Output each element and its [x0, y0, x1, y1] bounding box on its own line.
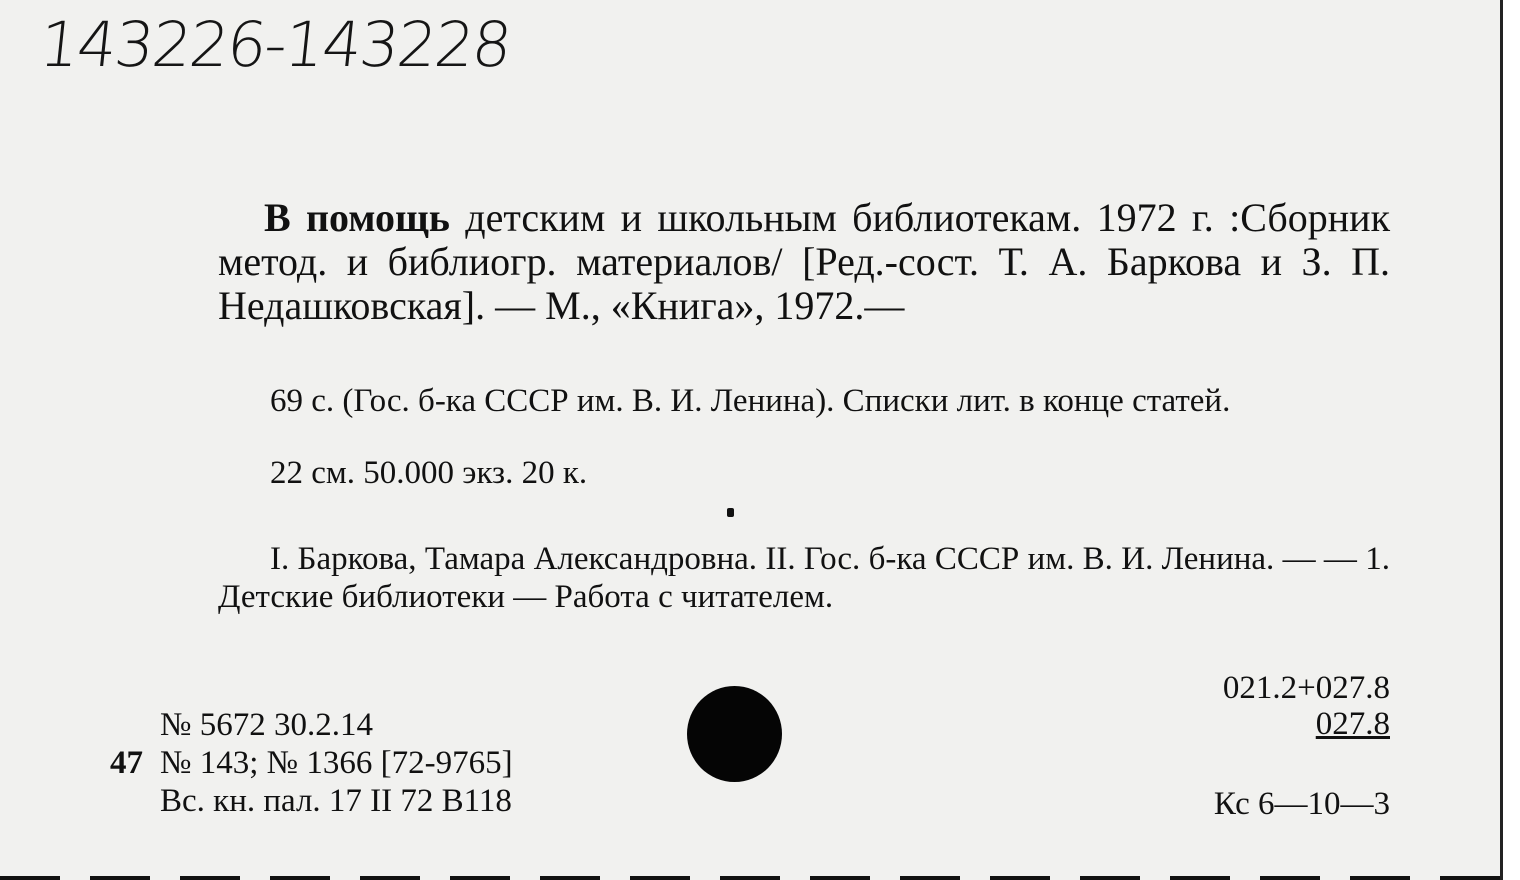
registration-number: № 5672 30.2.14 [160, 707, 373, 743]
price-text: 22 см. 50.000 экз. 20 к. [270, 455, 588, 491]
classification-codes [1214, 670, 1390, 822]
tracings [218, 540, 1390, 616]
entry-heading: В помощь [264, 195, 450, 240]
registration-line-2 [110, 744, 513, 782]
udc-main-code: 027.8 [1315, 706, 1390, 742]
physical-description [218, 382, 1390, 420]
registration-line-1 [110, 706, 513, 744]
registration-line-3 [110, 782, 513, 820]
bibliographic-entry [218, 196, 1390, 328]
handwritten-inventory-number: 143226-143228 [36, 8, 514, 81]
physical-text: 69 с. (Гос. б-ка СССР им. В. И. Ленина). Списки лит. в конце статей. [270, 383, 1231, 419]
udc-code: 021.2+027.8 [1222, 670, 1390, 706]
tracings-text: I. Баркова, Тамара Александровна. II. Гос. б-ка СССР им. В. И. Ленина. — — 1. Детские библиотеки — Работа с читателем. [218, 541, 1390, 615]
registration-numbers: № 143; № 1366 [72-9765] [160, 745, 513, 781]
registration-codes [110, 706, 513, 820]
punch-hole [687, 686, 782, 782]
separator-dot [727, 508, 734, 517]
entry-body: детским и школьным библиотекам. 1972 г. :Сборник метод. и библиогр. материалов/ [Ред.-сост. Т. А. Баркова и З. П. Недашковская]. — М., «Книга», 1972.— [218, 195, 1391, 328]
registration-prefix: 47 [110, 745, 143, 781]
book-chamber-note: Вс. кн. пал. 17 II 72 B118 [160, 783, 512, 819]
price-line [218, 454, 1390, 492]
author-mark: Кс 6—10—3 [1213, 786, 1390, 822]
